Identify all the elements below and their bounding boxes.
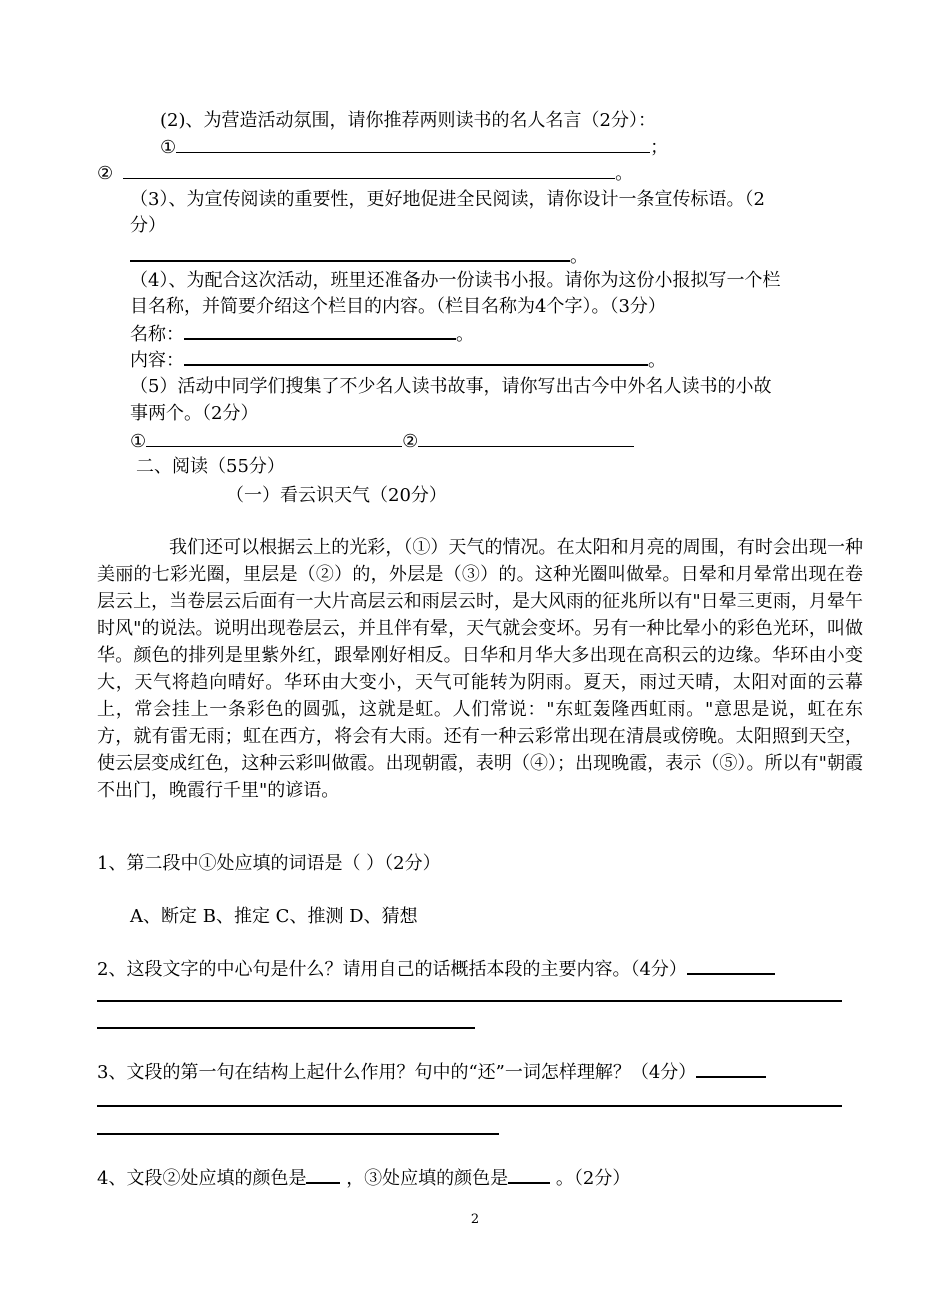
line-end-punct: 。 <box>615 163 634 184</box>
answer-blank[interactable] <box>696 1060 766 1078</box>
content-label: 内容： <box>130 350 184 371</box>
answer-line[interactable] <box>97 1027 475 1029</box>
question-4-text: 4、文段②处应填的颜色是 <box>97 1168 307 1189</box>
question-2-answer-line-1 <box>160 136 668 160</box>
line-end-punct: ； <box>650 137 669 158</box>
question-5-prompt: （5）活动中同学们搜集了不少名人读书故事，请你写出古今中外名人读书的小故 <box>130 376 772 397</box>
question-3-prompt: （3）、为宣传阅读的重要性，更好地促进全民阅读，请你设计一条宣传标语。（2 <box>130 189 765 210</box>
question-3-answer-line <box>130 244 588 269</box>
answer-blank[interactable] <box>687 957 775 975</box>
name-blank[interactable] <box>184 322 456 340</box>
question-1: 1、第二段中①处应填的词语是（ ）（2分） <box>97 853 441 874</box>
answer-blank[interactable] <box>176 136 650 153</box>
answer-blank[interactable] <box>130 244 570 262</box>
question-1-options: A、断定 B、推定 C、推测 D、猜想 <box>130 906 418 927</box>
question-4-name-row <box>130 322 474 347</box>
answer-line[interactable] <box>97 1105 842 1107</box>
question-4-prompt: （4）、为配合这次活动，班里还准备办一份读书小报。请你为这份小报拟写一个栏 <box>130 270 781 291</box>
question-4 <box>97 1166 630 1191</box>
reading-passage: 我们还可以根据云上的光彩，（①）天气的情况。在太阳和月亮的周围，有时会出现一种美丽的七彩光圈，里层是（②）的，外层是（③）的。这种光圈叫做晕。日晕和月晕常出现在卷层云上，当卷层云后面有一大片高层云和雨层云时，是大风雨的征兆所以有"日晕三更雨，月晕午时风"的说法。说明出现卷层云，并且伴有晕，天气就会变坏。另有一种比晕小的彩色光环，叫做华。颜色的排列是里紫外红，跟晕刚好相反。日华和月华大多出现在高积云的边缘。华环由小变大，天气将趋向晴好。华环由大变小，天气可能转为阴雨。夏天，雨过天晴，太阳对面的云幕上，常会挂上一条彩色的圆弧，这就是虹。人们常说："东虹轰隆西虹雨。"意思是说，虹在东方，就有雷无雨；虹在西方，将会有大雨。还有一种云彩常出现在清晨或傍晚。太阳照到天空，使云层变成红色，这种云彩叫做霞。出现朝霞，表明（④）；出现晚霞，表示（⑤）。所以有"朝霞不出门，晚霞行千里"的谚语。 <box>97 537 863 801</box>
question-2-text: 2、这段文字的中心句是什么？请用自己的话概括本段的主要内容。（4分） <box>97 959 687 980</box>
answer-blank[interactable] <box>418 430 634 447</box>
color-blank[interactable] <box>508 1166 550 1184</box>
line-end-punct: 。 <box>456 324 474 345</box>
question-4-text: ，③处应填的颜色是 <box>346 1168 509 1189</box>
section-sub-heading: （一）看云识天气（20分） <box>226 485 447 506</box>
answer-marker: ① <box>130 431 147 452</box>
answer-blank[interactable] <box>123 162 615 179</box>
question-4-prompt-cont: 目名称，并简要介绍这个栏目的内容。（栏目名称为4个字）。（3分） <box>130 296 666 317</box>
content-blank[interactable] <box>184 348 648 366</box>
answer-line[interactable] <box>97 1133 499 1135</box>
question-2 <box>97 957 775 982</box>
question-2-answer-line-2 <box>97 162 633 186</box>
question-5-answer-row <box>130 430 634 454</box>
section-heading: 二、阅读（55分） <box>136 456 285 477</box>
question-5-prompt-cont: 事两个。（2分） <box>130 403 259 424</box>
answer-marker: ① <box>160 137 177 158</box>
question-3 <box>97 1060 766 1085</box>
question-2-prompt: (2)、为营造活动氛围，请你推荐两则读书的名人名言（2分）： <box>160 110 656 131</box>
name-label: 名称： <box>130 324 184 345</box>
question-4-text: 。（2分） <box>555 1168 631 1189</box>
color-blank[interactable] <box>306 1166 340 1184</box>
answer-marker: ② <box>97 163 114 184</box>
answer-marker: ② <box>402 431 419 452</box>
line-end-punct: 。 <box>570 246 588 267</box>
answer-line[interactable] <box>97 1000 842 1002</box>
question-3-text: 3、文段的第一句在结构上起什么作用？句中的“还”一词怎样理解？（4分） <box>97 1062 697 1083</box>
answer-blank[interactable] <box>146 430 402 447</box>
question-4-content-row <box>130 348 666 373</box>
line-end-punct: 。 <box>648 350 666 371</box>
question-3-prompt-cont: 分） <box>130 215 166 236</box>
page-number: 2 <box>470 1212 480 1227</box>
